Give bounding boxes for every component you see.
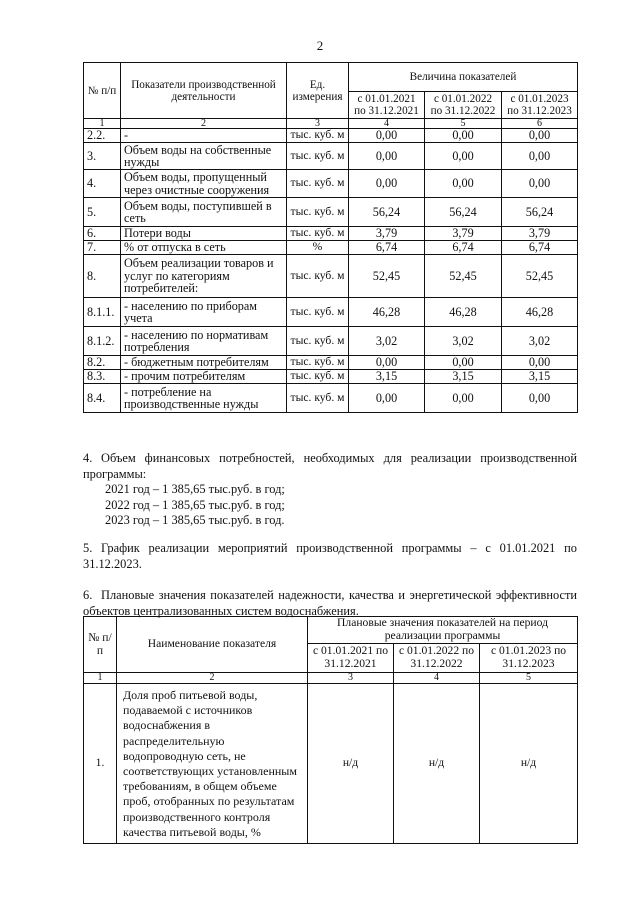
- row-unit: тыс. куб. м: [287, 227, 349, 241]
- table-row: [84, 327, 578, 356]
- section-6: [83, 588, 577, 619]
- row-number: 7.: [84, 241, 121, 255]
- reliability-indicators-table: [83, 616, 578, 844]
- col-number: 5: [480, 673, 578, 684]
- row-value-2022: н/д: [394, 684, 480, 844]
- page-number: 2: [316, 38, 324, 53]
- row-value-2022: 46,28: [425, 298, 502, 327]
- row-value-2023: 3,15: [502, 370, 578, 384]
- row-name: - населению по нормативам потребления: [121, 327, 287, 356]
- row-number: 5.: [84, 198, 121, 227]
- col-header-period-2023: с 01.01.2023 по 31.12.2023: [480, 644, 578, 673]
- row-name: Объем воды, поступившей в сеть: [121, 198, 287, 227]
- table-row: [84, 198, 578, 227]
- row-value-2021: 56,24: [349, 198, 425, 227]
- section-6-text: Плановые значения показателей надежности, качества и энергетической эффективности объектов централизованных систем водоснабжения.: [83, 588, 577, 618]
- table-row: [84, 227, 578, 241]
- col-header-indicator: Показатели производственной деятельности: [121, 63, 287, 119]
- row-value-2022: 3,02: [425, 327, 502, 356]
- row-number: 3.: [84, 143, 121, 170]
- row-name: -: [121, 129, 287, 143]
- col-header-values-group: Величина показателей: [349, 63, 578, 92]
- col-number: 3: [308, 673, 394, 684]
- row-name: Объем воды на собственные нужды: [121, 143, 287, 170]
- table-row: [84, 129, 578, 143]
- row-value-2022: 3,15: [425, 370, 502, 384]
- row-number: 8.4.: [84, 384, 121, 413]
- row-value-2023: 3,02: [502, 327, 578, 356]
- row-value-2021: 52,45: [349, 255, 425, 298]
- row-unit: тыс. куб. м: [287, 198, 349, 227]
- row-value-2023: 0,00: [502, 356, 578, 370]
- row-name: - потребление на производственные нужды: [121, 384, 287, 413]
- row-number: 8.2.: [84, 356, 121, 370]
- row-number: 8.: [84, 255, 121, 298]
- table-row: [84, 370, 578, 384]
- row-number: 4.: [84, 170, 121, 198]
- col-header-planned-group: Плановые значения показателей на период реализации программы: [308, 617, 578, 644]
- section-4-number: 4.: [83, 451, 93, 465]
- col-header-no: № п/п: [84, 63, 121, 119]
- financing-2022: 2022 год – 1 385,65 тыс.руб. в год;: [105, 497, 285, 512]
- row-unit: тыс. куб. м: [287, 170, 349, 198]
- row-value-2023: 52,45: [502, 255, 578, 298]
- row-value-2022: 0,00: [425, 129, 502, 143]
- row-value-2022: 52,45: [425, 255, 502, 298]
- row-value-2022: 0,00: [425, 170, 502, 198]
- row-name: Объем реализации товаров и услуг по категориям потребителей:: [121, 255, 287, 298]
- row-value-2021: 3,02: [349, 327, 425, 356]
- row-value-2021: 0,00: [349, 356, 425, 370]
- row-unit: тыс. куб. м: [287, 298, 349, 327]
- row-value-2021: 46,28: [349, 298, 425, 327]
- row-value-2023: 0,00: [502, 170, 578, 198]
- row-value-2023: 6,74: [502, 241, 578, 255]
- table-row: [84, 255, 578, 298]
- col-number: 6: [502, 119, 578, 129]
- section-6-number: 6.: [83, 588, 93, 602]
- row-unit: %: [287, 241, 349, 255]
- col-header-period-2021: с 01.01.2021 по 31.12.2021: [308, 644, 394, 673]
- section-5: [83, 541, 577, 572]
- section-5-number: 5.: [83, 541, 93, 555]
- row-value-2022: 0,00: [425, 384, 502, 413]
- row-value-2023: 3,79: [502, 227, 578, 241]
- table-row: [84, 356, 578, 370]
- row-name: - населению по приборам учета: [121, 298, 287, 327]
- row-unit: тыс. куб. м: [287, 255, 349, 298]
- row-unit: тыс. куб. м: [287, 370, 349, 384]
- table-row: [84, 143, 578, 170]
- row-name: Объем воды, пропущенный через очистные сооружения: [121, 170, 287, 198]
- col-number: 4: [349, 119, 425, 129]
- section-4-title: Объем финансовых потребностей, необходимых для реализации производственной программы:: [83, 451, 577, 481]
- col-header-unit: Ед. измерения: [287, 63, 349, 119]
- table-row: [84, 298, 578, 327]
- row-value-2021: 3,15: [349, 370, 425, 384]
- row-value-2023: 0,00: [502, 129, 578, 143]
- col-number: 2: [121, 119, 287, 129]
- col-header-period-2021: с 01.01.2021 по 31.12.2021: [349, 92, 425, 119]
- table-row: [84, 384, 578, 413]
- col-header-period-2022: с 01.01.2022 по 31.12.2022: [394, 644, 480, 673]
- col-number: 5: [425, 119, 502, 129]
- row-number: 8.3.: [84, 370, 121, 384]
- col-number: 1: [84, 119, 121, 129]
- row-value-2023: 0,00: [502, 143, 578, 170]
- row-unit: тыс. куб. м: [287, 384, 349, 413]
- row-value-2023: 56,24: [502, 198, 578, 227]
- row-name: Доля проб питьевой воды, подаваемой с источников водоснабжения в распределительную водопроводную сеть, не соответствующих установленным требованиям, в общем объеме проб, отобранных по результатам производственного контроля качества питьевой воды, %: [117, 684, 308, 844]
- row-value-2022: 6,74: [425, 241, 502, 255]
- col-number: 2: [117, 673, 308, 684]
- row-value-2023: 46,28: [502, 298, 578, 327]
- col-number: 3: [287, 119, 349, 129]
- row-unit: тыс. куб. м: [287, 327, 349, 356]
- row-value-2021: н/д: [308, 684, 394, 844]
- row-number: 8.1.1.: [84, 298, 121, 327]
- row-value-2022: 0,00: [425, 143, 502, 170]
- row-name: - прочим потребителям: [121, 370, 287, 384]
- row-value-2021: 3,79: [349, 227, 425, 241]
- section-5-text: График реализации мероприятий производственной программы – с 01.01.2021 по 31.12.2023.: [83, 541, 577, 571]
- row-number: 8.1.2.: [84, 327, 121, 356]
- row-number: 6.: [84, 227, 121, 241]
- table-row: [84, 684, 578, 844]
- col-number: 1: [84, 673, 117, 684]
- row-name: % от отпуска в сеть: [121, 241, 287, 255]
- row-value-2022: 0,00: [425, 356, 502, 370]
- row-number: 2.2.: [84, 129, 121, 143]
- row-value-2022: 56,24: [425, 198, 502, 227]
- row-value-2021: 0,00: [349, 129, 425, 143]
- row-value-2021: 6,74: [349, 241, 425, 255]
- row-value-2023: н/д: [480, 684, 578, 844]
- financing-2021: 2021 год – 1 385,65 тыс.руб. в год;: [105, 482, 285, 496]
- financing-2023: 2023 год – 1 385,65 тыс.руб. в год.: [105, 513, 285, 527]
- col-header-period-2023: с 01.01.2023 по 31.12.2023: [502, 92, 578, 119]
- table-row: [84, 241, 578, 255]
- row-unit: тыс. куб. м: [287, 129, 349, 143]
- row-value-2021: 0,00: [349, 384, 425, 413]
- production-indicators-table: [83, 62, 578, 413]
- row-value-2023: 0,00: [502, 384, 578, 413]
- table-row: [84, 170, 578, 198]
- row-value-2021: 0,00: [349, 143, 425, 170]
- row-value-2022: 3,79: [425, 227, 502, 241]
- row-value-2021: 0,00: [349, 170, 425, 198]
- row-name: Потери воды: [121, 227, 287, 241]
- col-header-name: Наименование показателя: [117, 617, 308, 673]
- col-header-no: № п/п: [84, 617, 117, 673]
- col-header-period-2022: с 01.01.2022 по 31.12.2022: [425, 92, 502, 119]
- row-unit: тыс. куб. м: [287, 356, 349, 370]
- section-4: [83, 451, 577, 529]
- col-number: 4: [394, 673, 480, 684]
- row-unit: тыс. куб. м: [287, 143, 349, 170]
- row-name: - бюджетным потребителям: [121, 356, 287, 370]
- row-number: 1.: [84, 684, 117, 844]
